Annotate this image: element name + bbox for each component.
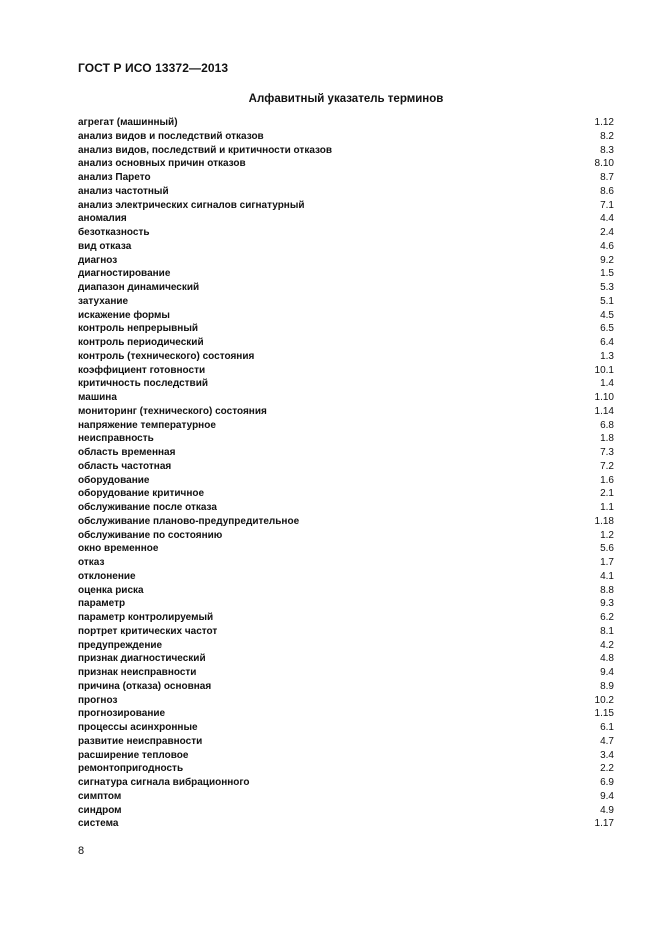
index-ref: 1.18 [594, 515, 614, 527]
index-term: анализ Парето [78, 172, 151, 183]
index-ref: 8.7 [600, 172, 614, 183]
index-ref: 8.6 [600, 185, 614, 197]
index-term: обслуживание планово-предупредительное [78, 515, 300, 527]
index-ref: 1.7 [600, 557, 614, 568]
index-entry [78, 749, 614, 763]
index-entry [78, 226, 614, 240]
index-ref: 8.2 [600, 130, 614, 142]
index-ref: 4.6 [600, 240, 614, 252]
index-term: анализ видов, последствий и критичности отказов [78, 144, 332, 156]
index-ref: 4.5 [600, 309, 614, 321]
index-term: система [78, 818, 119, 830]
index-term: оборудование [78, 474, 150, 486]
index-ref: 4.7 [600, 735, 614, 747]
index-ref: 4.1 [600, 570, 614, 582]
index-entry [78, 350, 614, 364]
index-term: предупреждение [78, 639, 163, 651]
index-term: сигнатура сигнала вибрационного [78, 777, 250, 788]
index-term: анализ основных причин отказов [78, 158, 246, 170]
index-entry [78, 542, 614, 556]
index-term: отклонение [78, 570, 136, 582]
index-term: агрегат (машинный) [78, 117, 178, 128]
index-entry [78, 556, 614, 570]
index-term: неисправность [78, 433, 154, 445]
index-ref: 6.8 [600, 419, 614, 431]
index-entry [78, 776, 614, 790]
index-entry [78, 322, 614, 336]
index-entry [78, 501, 614, 515]
index-entry [78, 309, 614, 323]
index-entry [78, 405, 614, 419]
index-term: мониторинг (технического) состояния [78, 405, 267, 417]
index-entry [78, 817, 614, 831]
index-ref: 2.2 [600, 763, 614, 775]
index-term: контроль периодический [78, 337, 204, 348]
page-title: Алфавитный указатель терминов [248, 93, 444, 105]
index-ref: 4.2 [600, 639, 614, 651]
index-ref: 1.2 [600, 529, 614, 541]
index-term: признак диагностический [78, 653, 206, 665]
index-ref: 5.6 [600, 543, 614, 555]
index-term: ремонтопригодность [78, 763, 184, 775]
index-ref: 9.4 [600, 790, 614, 802]
index-ref: 2.1 [600, 488, 614, 500]
index-entry [78, 364, 614, 378]
index-term: диагноз [78, 254, 118, 266]
index-ref: 6.5 [600, 323, 614, 335]
index-entry [78, 446, 614, 460]
index-term: искажение формы [78, 309, 170, 321]
index-entry [78, 735, 614, 749]
index-ref: 7.3 [600, 447, 614, 458]
index-ref: 8.8 [600, 584, 614, 596]
index-ref: 4.4 [600, 213, 614, 225]
index-term: аномалия [78, 213, 127, 225]
index-ref: 3.4 [600, 749, 614, 761]
index-entry [78, 267, 614, 281]
index-term: параметр [78, 598, 126, 610]
index-term: диапазон динамический [78, 282, 200, 293]
index-entry [78, 419, 614, 433]
index-ref: 7.1 [600, 199, 614, 211]
index-term: параметр контролируемый [78, 612, 214, 623]
index-term: область частотная [78, 460, 172, 472]
index-term: окно временное [78, 543, 159, 555]
index-term: отказ [78, 557, 105, 568]
index-ref: 1.3 [600, 350, 614, 362]
index-entry [78, 116, 614, 130]
index-term: синдром [78, 804, 122, 816]
index-entry [78, 762, 614, 776]
index-term: обслуживание по состоянию [78, 529, 223, 541]
index-term: анализ электрических сигналов сигнатурный [78, 199, 305, 211]
index-ref: 10.1 [594, 364, 614, 376]
index-entry [78, 144, 614, 158]
index-term: затухание [78, 295, 129, 307]
index-entry [78, 391, 614, 405]
index-ref: 1.5 [600, 268, 614, 280]
index-entry [78, 336, 614, 350]
index-ref: 1.12 [594, 117, 614, 128]
index-entry [78, 707, 614, 721]
index-entry [78, 185, 614, 199]
index-ref: 5.1 [600, 295, 614, 307]
index-ref: 4.9 [600, 804, 614, 816]
index-entry [78, 240, 614, 254]
index-entry [78, 130, 614, 144]
index-entry [78, 652, 614, 666]
index-ref: 8.1 [600, 625, 614, 637]
index-term: критичность последствий [78, 378, 208, 390]
index-ref: 1.4 [600, 378, 614, 390]
index-ref: 5.3 [600, 282, 614, 293]
index-entry [78, 625, 614, 639]
index-ref: 1.15 [594, 708, 614, 720]
index-entry [78, 281, 614, 295]
index-term: напряжение температурное [78, 419, 216, 431]
index-term: расширение тепловое [78, 749, 189, 761]
index-entry [78, 377, 614, 391]
index-term: развитие неисправности [78, 735, 203, 747]
index-term: контроль непрерывный [78, 323, 198, 335]
index-entry [78, 515, 614, 529]
index-entry [78, 171, 614, 185]
index-ref: 8.9 [600, 680, 614, 692]
index-ref: 8.3 [600, 144, 614, 156]
index-entry [78, 584, 614, 598]
index-term: процессы асинхронные [78, 722, 198, 733]
index-term: диагностирование [78, 268, 171, 280]
index-entry [78, 680, 614, 694]
index-ref: 9.2 [600, 254, 614, 266]
index-ref: 2.4 [600, 227, 614, 238]
index-ref: 6.2 [600, 612, 614, 623]
index-term: прогноз [78, 694, 118, 706]
index-ref: 9.3 [600, 598, 614, 610]
index-entry [78, 529, 614, 543]
term-index-list [78, 116, 614, 831]
index-term: оценка риска [78, 584, 144, 596]
index-term: машина [78, 392, 117, 403]
index-ref: 7.2 [600, 460, 614, 472]
index-entry [78, 694, 614, 708]
index-entry [78, 721, 614, 735]
index-entry [78, 295, 614, 309]
index-entry [78, 460, 614, 474]
index-term: симптом [78, 790, 122, 802]
index-entry [78, 212, 614, 226]
index-entry [78, 666, 614, 680]
index-term: область временная [78, 447, 176, 458]
index-ref: 10.2 [594, 694, 614, 706]
document-id: ГОСТ Р ИСО 13372—2013 [78, 61, 229, 75]
page-number: 8 [78, 845, 85, 857]
index-ref: 6.1 [600, 722, 614, 733]
index-entry [78, 432, 614, 446]
index-entry [78, 611, 614, 625]
index-ref: 6.9 [600, 777, 614, 788]
index-term: коэффициент готовности [78, 364, 206, 376]
index-entry [78, 474, 614, 488]
index-ref: 9.4 [600, 667, 614, 678]
index-entry [78, 157, 614, 171]
index-entry [78, 597, 614, 611]
index-term: вид отказа [78, 240, 132, 252]
index-ref: 1.10 [594, 392, 614, 403]
index-ref: 6.4 [600, 337, 614, 348]
index-term: анализ частотный [78, 185, 169, 197]
index-term: признак неисправности [78, 667, 197, 678]
index-term: прогнозирование [78, 708, 166, 720]
index-ref: 1.8 [600, 433, 614, 445]
index-term: причина (отказа) основная [78, 680, 212, 692]
index-entry [78, 254, 614, 268]
index-entry [78, 570, 614, 584]
index-ref: 1.6 [600, 474, 614, 486]
index-entry [78, 639, 614, 653]
index-entry [78, 199, 614, 213]
index-ref: 1.14 [594, 405, 614, 417]
index-ref: 1.17 [594, 818, 614, 830]
index-term: безотказность [78, 227, 150, 238]
index-term: обслуживание после отказа [78, 502, 217, 513]
index-entry [78, 790, 614, 804]
index-term: контроль (технического) состояния [78, 350, 255, 362]
index-ref: 4.8 [600, 653, 614, 665]
index-term: портрет критических частот [78, 625, 218, 637]
index-ref: 1.1 [600, 502, 614, 513]
index-entry [78, 487, 614, 501]
index-term: анализ видов и последствий отказов [78, 130, 264, 142]
index-entry [78, 804, 614, 818]
index-ref: 8.10 [594, 158, 614, 170]
index-term: оборудование критичное [78, 488, 205, 500]
